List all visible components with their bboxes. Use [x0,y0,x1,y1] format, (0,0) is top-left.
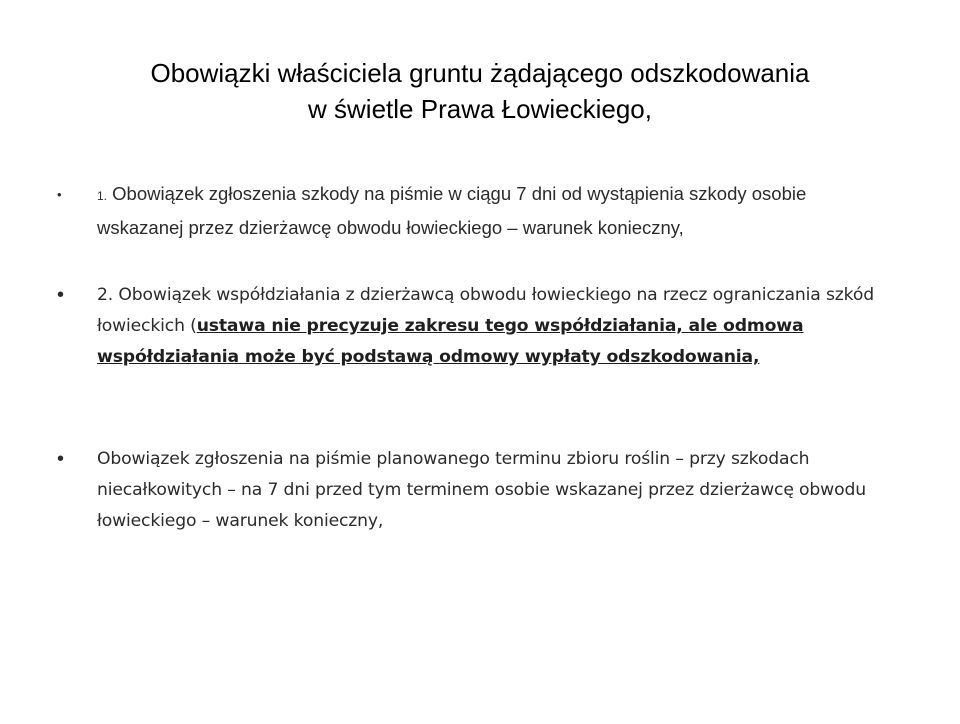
bullet-item-3 [57,444,897,537]
bullet-number: 1. [97,189,108,203]
bullet-text: Obowiązek zgłoszenia na piśmie planowanego terminu zbioru roślin – przy szkodach niecałkowitych – na 7 dni przed tym terminem osobie wskazanej przez dzierżawcę obwodu łowieckiego – warunek konieczny, [97,449,866,531]
bullet-item-2 [57,280,897,373]
bullet-marker: • [57,187,62,202]
bullet-item-1 [57,178,897,243]
bullet-marker: • [57,284,64,306]
slide-title-line-1: Obowiązki właściciela gruntu żądającego odszkodowania [150,58,810,88]
bullet-text: 2. Obowiązek współdziałania z dzierżawcą obwodu łowieckiego na rzecz ograniczania szkód łowieckich ( [97,285,874,336]
bullet-emphasis-text: ustawa nie precyzuje zakresu tego współdziałania, ale odmowa współdziałania może być podstawą odmowy wypłaty odszkodowania, [97,316,804,367]
bullet-marker: • [57,448,64,470]
bullet-text: Obowiązek zgłoszenia szkody na piśmie w ciągu 7 dni od wystąpienia szkody osobie wskazanej przez dzierżawcę obwodu łowieckiego – warunek konieczny, [97,183,807,238]
slide-title [0,55,960,127]
slide-title-line-2: w świetle Prawa Łowieckiego, [308,94,652,124]
